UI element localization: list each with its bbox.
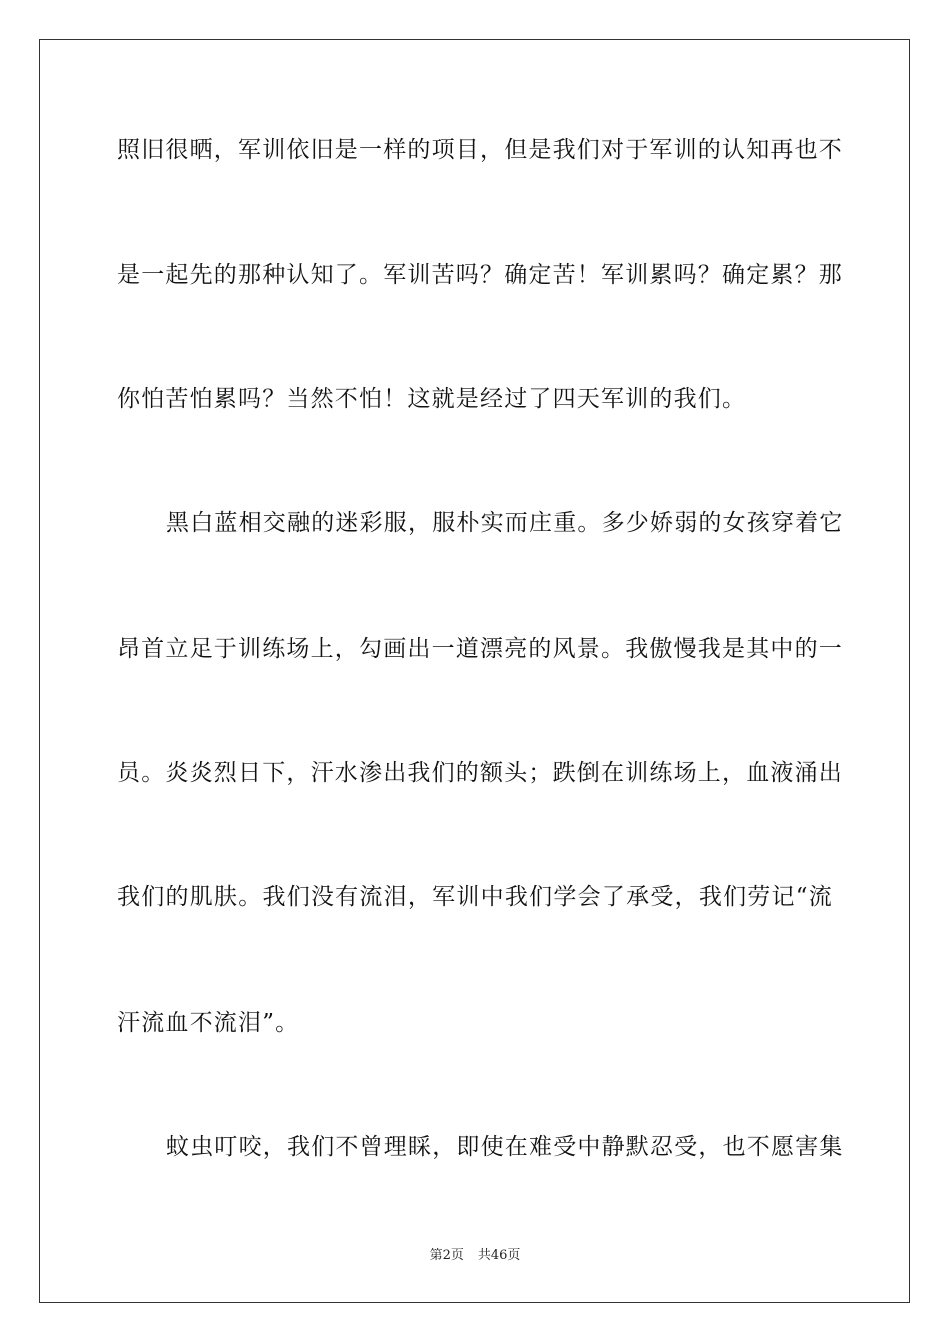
body-line-8: 汗流血不流泪”。 <box>117 1010 300 1036</box>
body-line-7: 我们的肌肤。我们没有流泪，军训中我们学会了承受，我们劳记“流 <box>117 884 833 910</box>
body-line-9: 蚊虫叮咬，我们不曾理睬，即使在难受中静默忍受，也不愿害集 <box>166 1134 844 1160</box>
body-line-5: 昂首立足于训练场上，勾画出一道漂亮的风景。我傲慢我是其中的一 <box>117 636 843 662</box>
page-footer <box>0 1247 950 1265</box>
body-line-6: 员。炎炎烈日下，汗水渗出我们的额头；跌倒在训练场上，血液涌出 <box>117 760 843 786</box>
body-line-4: 黑白蓝相交融的迷彩服，服朴实而庄重。多少娇弱的女孩穿着它 <box>166 510 844 536</box>
body-line-3: 你怕苦怕累吗？当然不怕！这就是经过了四天军训的我们。 <box>117 386 747 412</box>
page-number: 第2页 <box>429 1248 464 1263</box>
body-line-1: 照旧很晒，军训依旧是一样的项目，但是我们对于军训的认知再也不 <box>117 137 843 163</box>
body-line-2: 是一起先的那种认知了。军训苦吗？确定苦！军训累吗？确定累？那 <box>117 262 843 288</box>
page-total: 共46页 <box>477 1248 521 1263</box>
page-frame <box>39 39 910 1303</box>
